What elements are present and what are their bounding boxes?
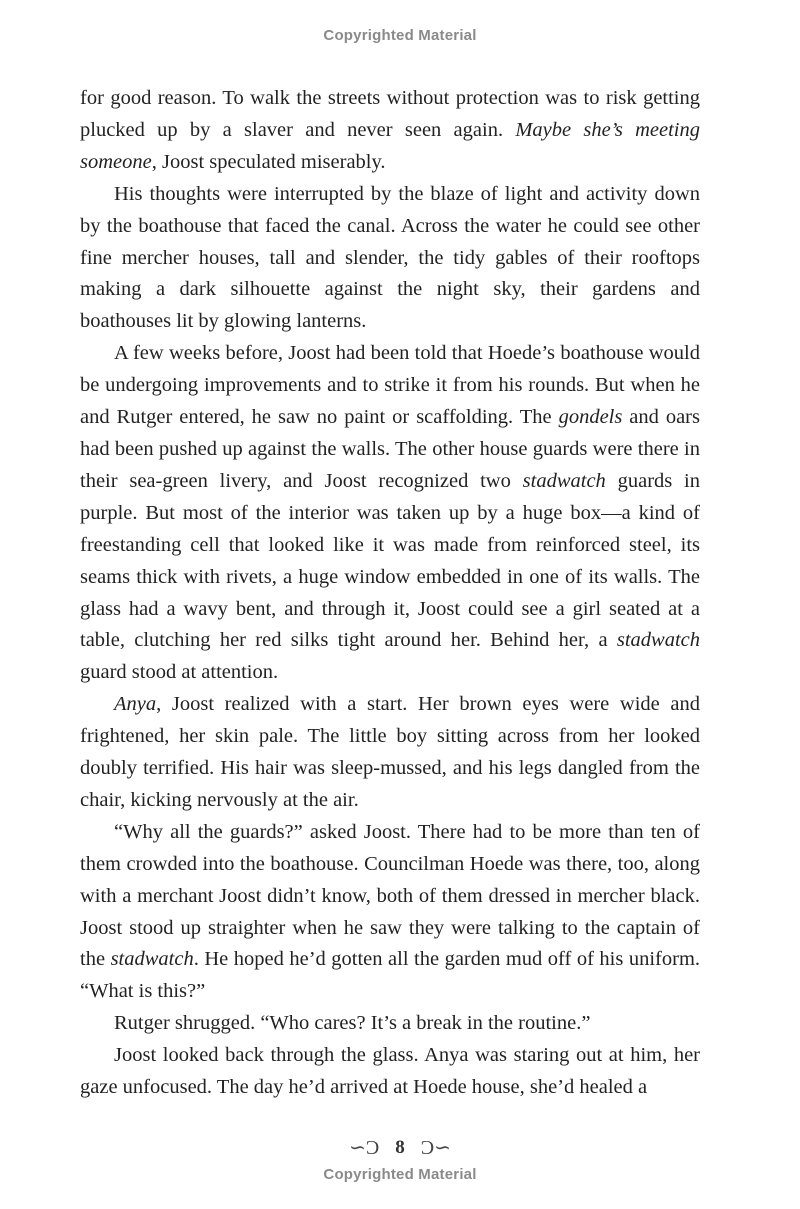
paragraph-text: guards in purple. But most of the interior was taken up by a huge box—a kind of freestanding cell that looked like it was made from reinforced steel, its seams thick with rivets, a huge window embedded in one of its walls. The glass had a wavy bent, and through it, Joost could see a girl seated at a table, clutching her red silks tight around her. Behind her, a: [80, 469, 700, 652]
paragraph-text: , Joost speculated miserably.: [151, 150, 386, 173]
paragraph-text: guard stood at attention.: [80, 661, 279, 684]
italic-text: stadwatch: [522, 469, 606, 492]
paragraph: [80, 83, 700, 179]
ornament-right-icon: Ɔ∽: [420, 1137, 451, 1159]
paragraph-text: and oars had been pushed up against the walls. The other house guards were there in their sea-green livery, and Joost recognized two: [80, 406, 700, 492]
paragraph-text: Joost looked back through the glass. Anya was staring out at him, her gaze unfocused. The day he’d arrived at Hoede house, she’d healed a: [80, 1044, 700, 1099]
copyright-watermark-top: Copyrighted Material: [323, 27, 477, 44]
paragraph-text: A few weeks before, Joost had been told that Hoede’s boathouse would be undergoing improvements and to strike it from his rounds. But when he and Rutger entered, he saw no paint or scaffolding. The: [80, 342, 700, 429]
paragraph-text: Rutger shrugged. “Who cares? It’s a break in the routine.”: [114, 1012, 591, 1035]
italic-text: stadwatch: [110, 948, 194, 971]
paragraph: [80, 689, 700, 817]
page-body-text: [80, 83, 700, 1104]
paragraph-text: . He hoped he’d gotten all the garden mud off of his uniform. “What is this?”: [80, 948, 701, 1003]
paragraph: [80, 1040, 700, 1104]
italic-text: gondels: [558, 406, 623, 429]
paragraph-text: His thoughts were interrupted by the blaze of light and activity down by the boathouse that faced the canal. Across the water he could see other fine mercher houses, tall and slender, the tidy gables of their rooftops making a dark silhouette against the night sky, their gardens and boathouses lit by glowing lanterns.: [80, 182, 700, 333]
paragraph: [80, 1008, 700, 1040]
paragraph-text: for good reason. To walk the streets without protection was to risk getting plucked up by a slaver and never seen again.: [80, 87, 700, 141]
copyright-watermark-bottom: Copyrighted Material: [323, 1166, 477, 1183]
paragraph: [80, 338, 700, 689]
italic-text: Maybe she’s meeting someone: [80, 118, 700, 173]
paragraph-text: “Why all the guards?” asked Joost. There had to be more than ten of them crowded into the boathouse. Councilman Hoede was there, too, along with a merchant Joost didn’t know, both of them dressed in mercher black. Joost stood up straighter when he saw they were talking to the captain of the: [80, 820, 700, 971]
italic-text: stadwatch: [616, 629, 700, 652]
paragraph: [80, 817, 700, 1008]
paragraph: [80, 179, 700, 339]
paragraph-text: , Joost realized with a start. Her brown eyes were wide and frightened, her skin pale. The little boy sitting across from her looked doubly terrified. His hair was sleep-mussed, and his legs dangled from the chair, kicking nervously at the air.: [80, 693, 700, 811]
ornament-left-icon: ∽Ɔ: [349, 1137, 380, 1159]
page-number: 8: [395, 1137, 405, 1158]
page-footer: [0, 1137, 800, 1159]
italic-text: Anya: [114, 693, 157, 716]
